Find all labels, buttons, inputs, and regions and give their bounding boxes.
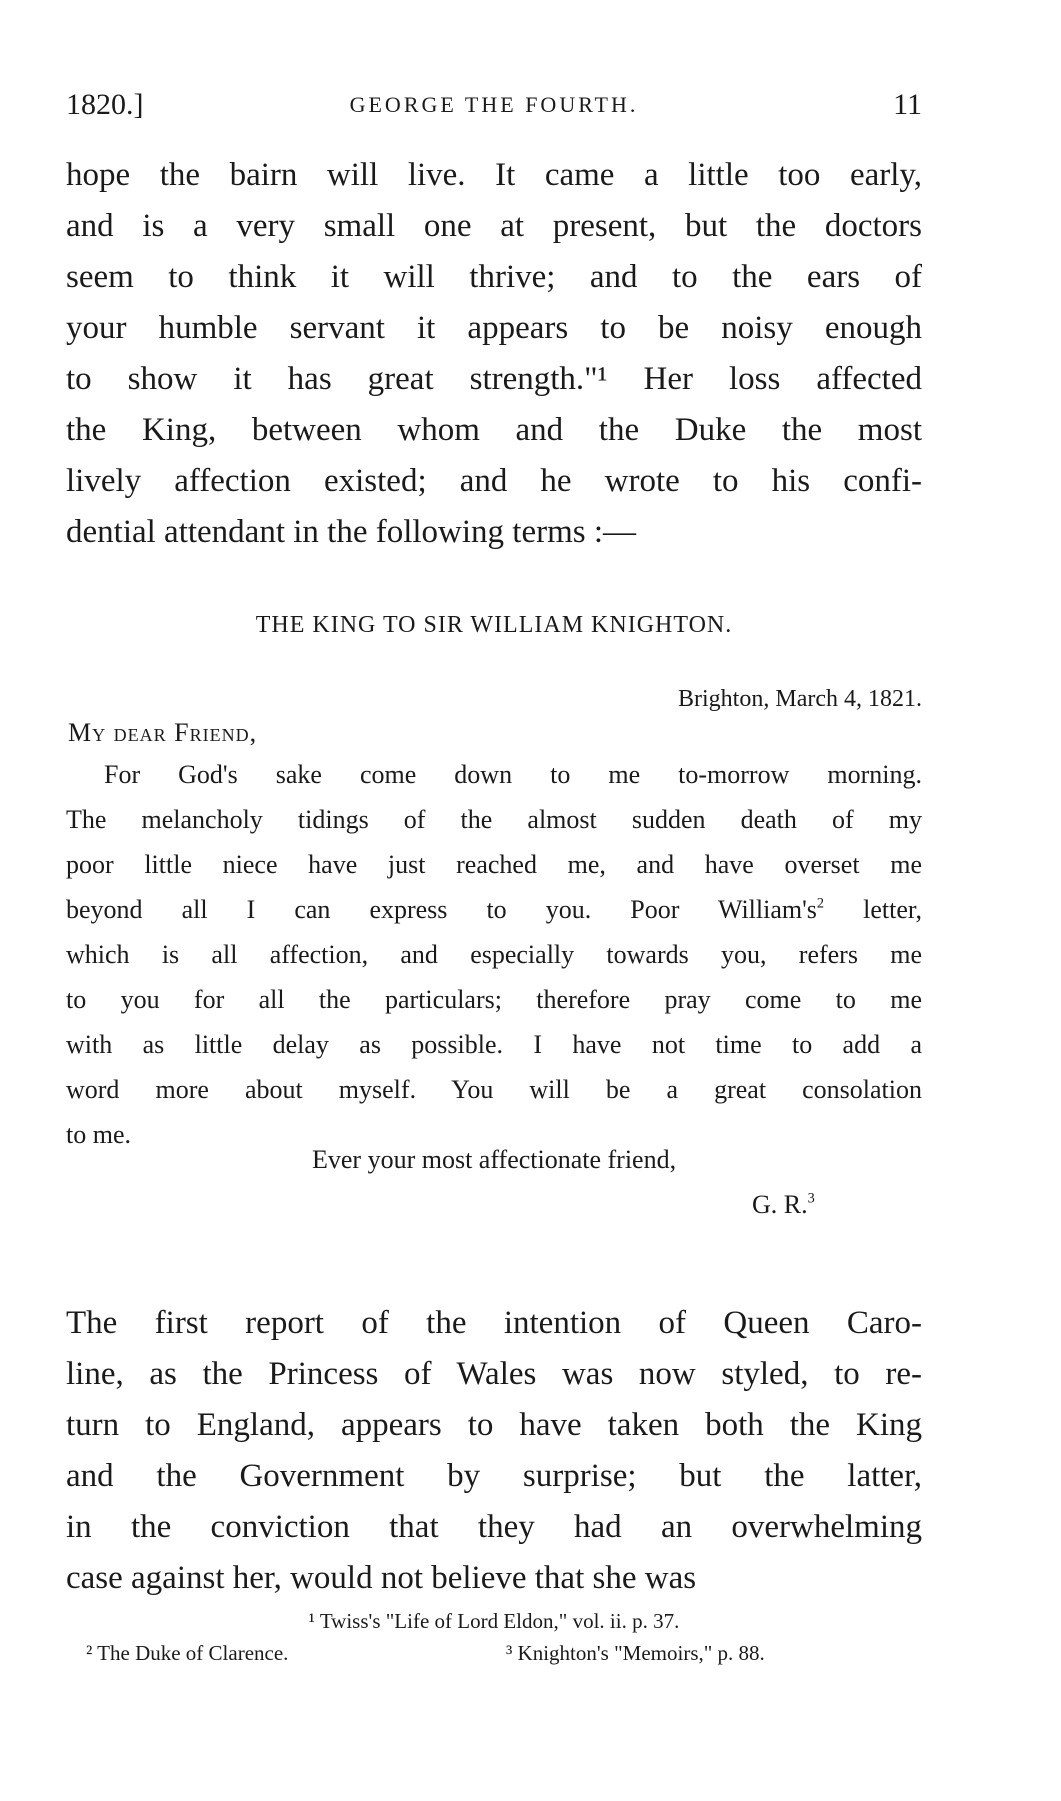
letter-line: to you for all the particulars; therefore pray come to me (66, 985, 922, 1014)
text-line: in the conviction that they had an overwhelming (66, 1509, 922, 1545)
text-line: hope the bairn will live. It came a little too early, (66, 157, 922, 193)
text-line: lively affection existed; and he wrote to his confi- (66, 463, 922, 499)
letter-line-tail: letter, (824, 895, 922, 924)
letter-line: which is all affection, and especially towards you, refers me (66, 940, 922, 969)
letter-dateline: Brighton, March 4, 1821. (678, 686, 922, 712)
letter-signature (752, 1190, 815, 1220)
text-line: The first report of the intention of Queen Caro- (66, 1305, 922, 1341)
letter-line: with as little delay as possible. I have not time to add a (66, 1030, 922, 1059)
running-header (66, 88, 922, 128)
letter-body (66, 752, 922, 1157)
paragraph-1 (66, 150, 922, 558)
letter-line: poor little niece have just reached me, and have overset me (66, 850, 922, 879)
footnote-2: ² The Duke of Clarence. (86, 1641, 289, 1665)
footnote-1: ¹ Twiss's "Life of Lord Eldon," vol. ii. p. 37. (308, 1609, 680, 1633)
letter-line: word more about myself. You will be a great consolation (66, 1075, 922, 1104)
letter-heading: THE KING TO SIR WILLIAM KNIGHTON. (255, 612, 733, 638)
paragraph-2 (66, 1298, 922, 1604)
text-line: line, as the Princess of Wales was now styled, to re- (66, 1356, 922, 1392)
letter-closing: Ever your most affectionate friend, (312, 1145, 677, 1174)
letter-line: The melancholy tidings of the almost sudden death of my (66, 805, 922, 834)
text-line: the King, between whom and the Duke the most (66, 412, 922, 448)
footnote-marker: 3 (807, 1190, 815, 1207)
letter-line-text: beyond all I can express to you. Poor William's (66, 895, 817, 924)
header-year: 1820.] (66, 88, 144, 121)
signature-text: G. R. (752, 1190, 808, 1219)
footnote-marker: 2 (816, 895, 825, 912)
text-line: to show it has great strength."¹ Her loss affected (66, 361, 922, 397)
footnotes (66, 1605, 922, 1669)
text-line: your humble servant it appears to be noisy enough (66, 310, 922, 346)
text-line: and is a very small one at present, but the doctors (66, 208, 922, 244)
letter-line-with-note (66, 887, 922, 932)
letter-line: For God's sake come down to me to-morrow morning. (104, 760, 922, 789)
footnote-row (66, 1637, 922, 1669)
header-title: GEORGE THE FOURTH. (349, 92, 639, 117)
text-line: and the Government by surprise; but the latter, (66, 1458, 922, 1494)
text-line: seem to think it will thrive; and to the ears of (66, 259, 922, 295)
footnote-3: ³ Knighton's "Memoirs," p. 88. (506, 1641, 765, 1665)
text-line: turn to England, appears to have taken both the King (66, 1407, 922, 1443)
letter-line: to me. (66, 1120, 131, 1149)
page-number: 11 (893, 88, 922, 121)
text-line: dential attendant in the following terms :— (66, 514, 637, 550)
letter-salutation: My dear Friend, (68, 718, 258, 747)
text-line: case against her, would not believe that she was (66, 1560, 697, 1596)
